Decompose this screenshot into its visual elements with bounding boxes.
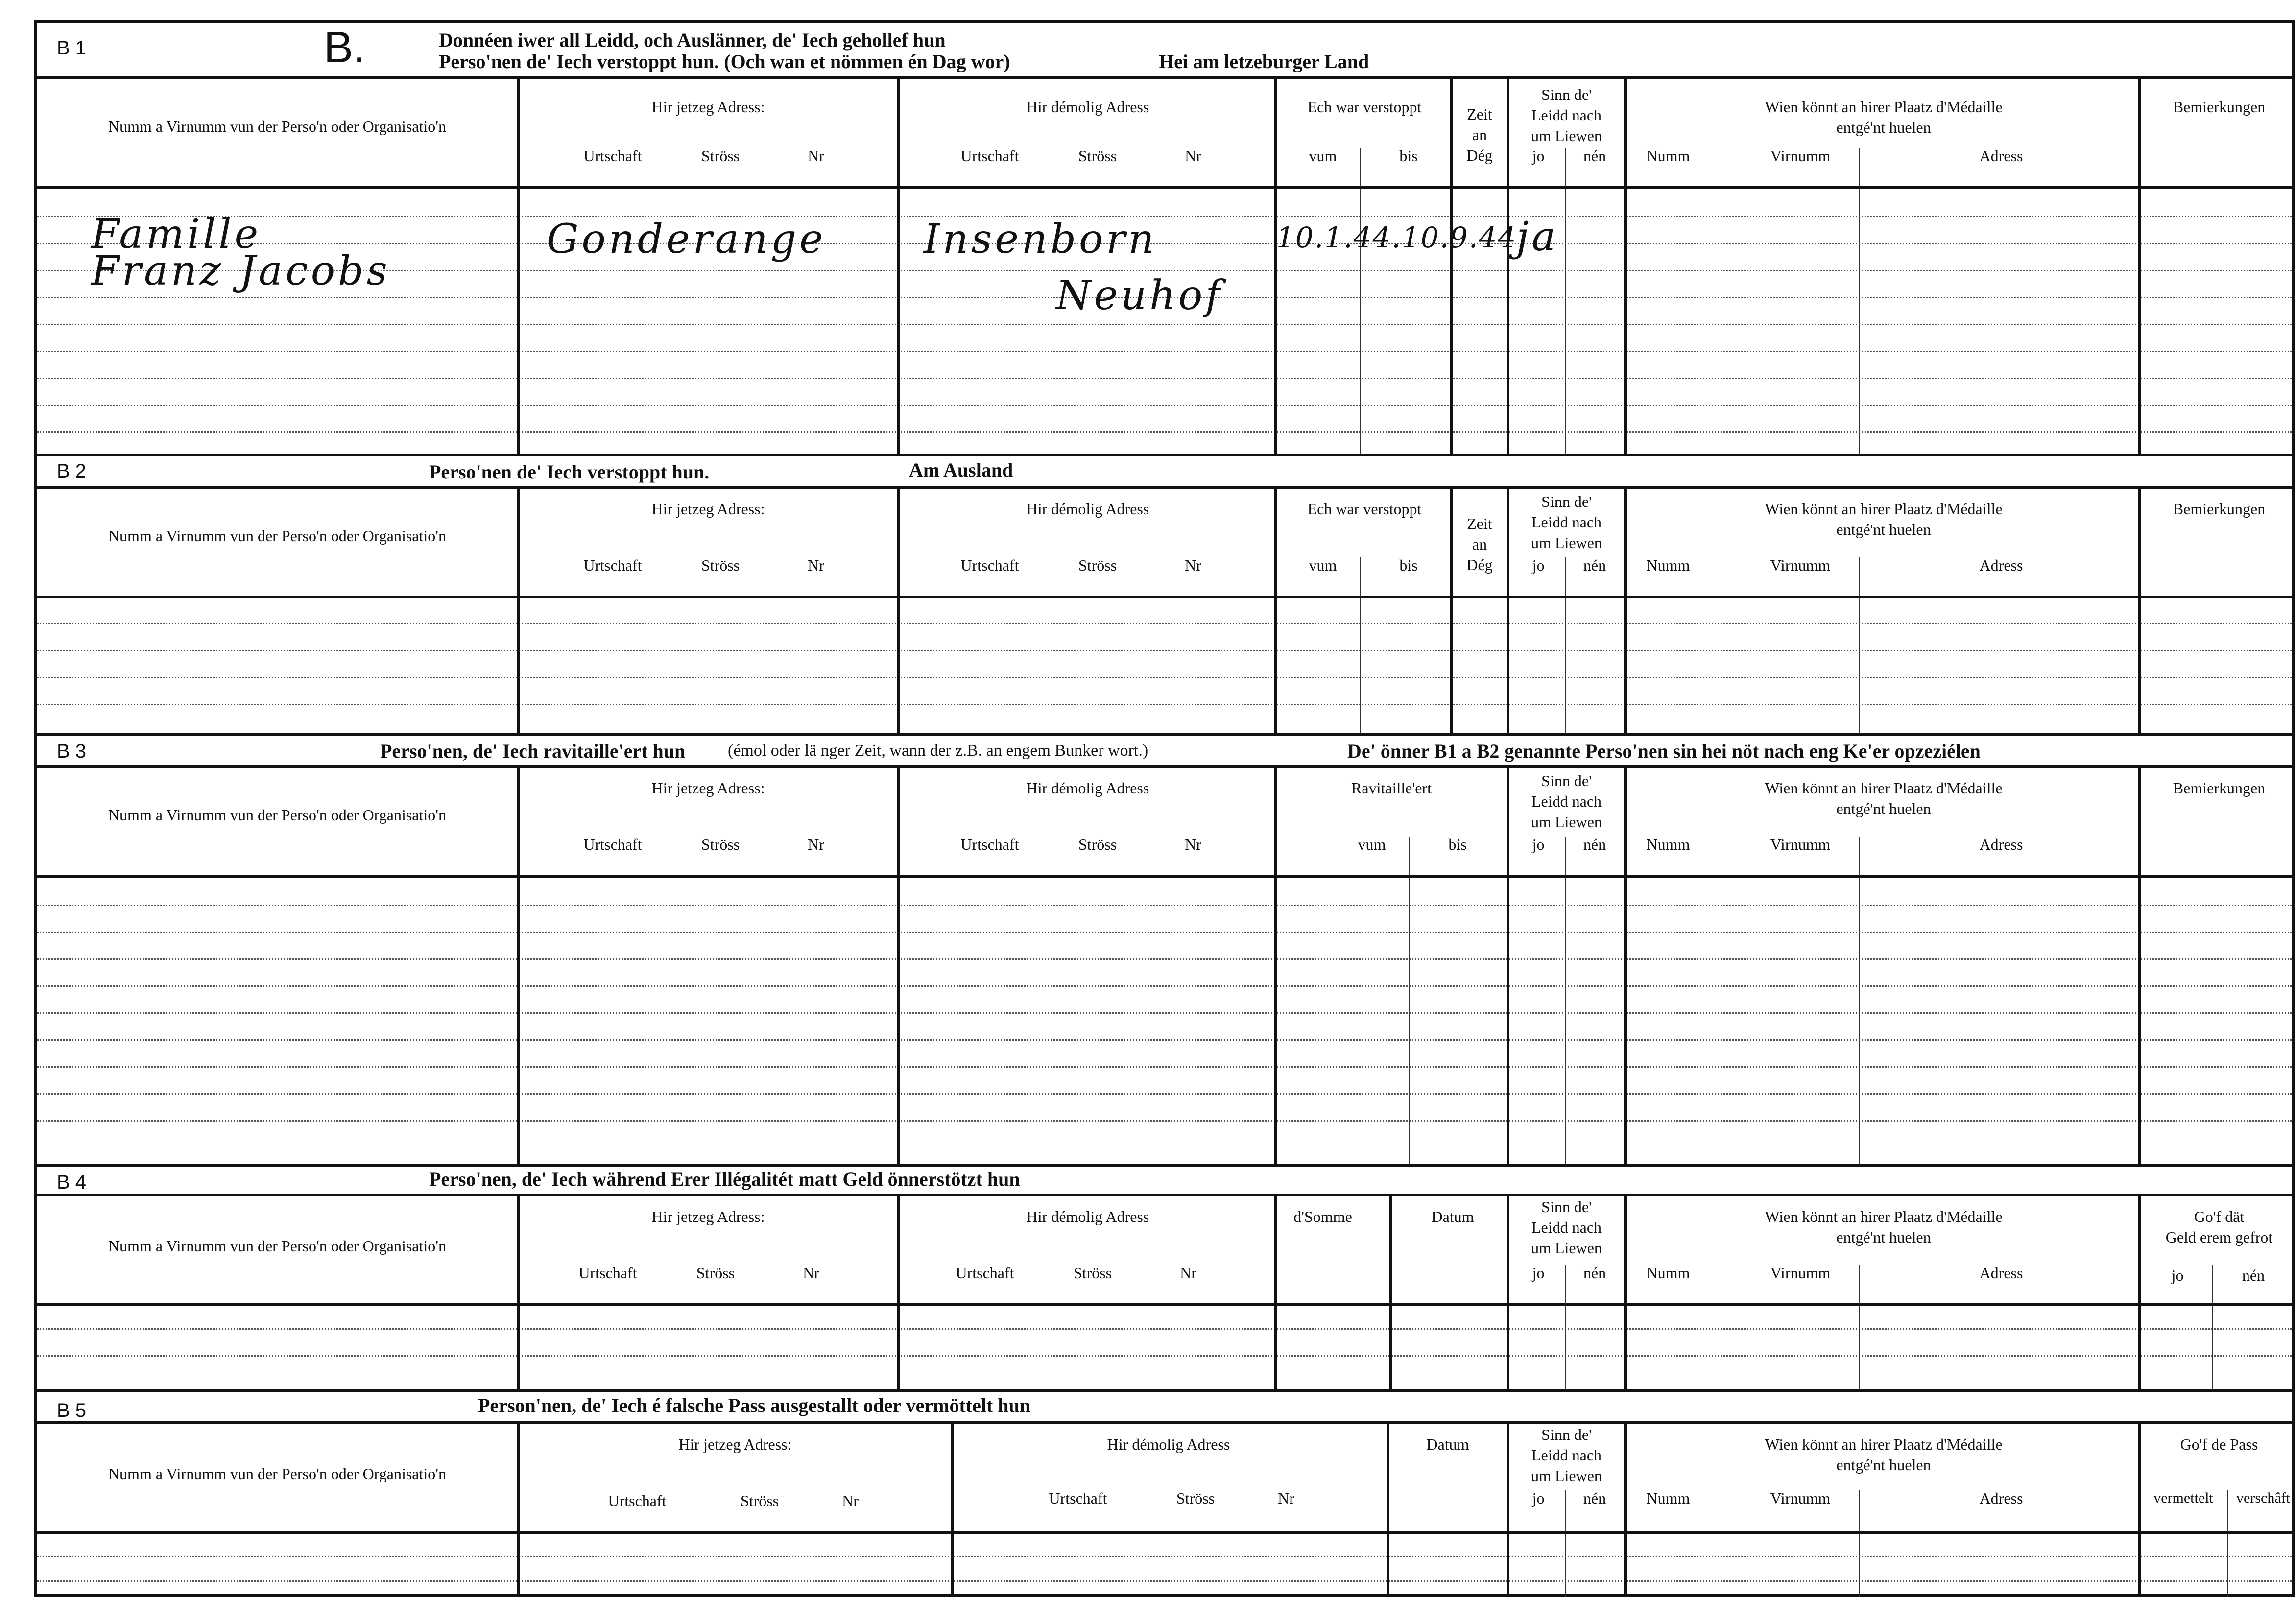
header-jo: jo <box>1532 147 1545 165</box>
header-name: Numm a Virnumm vun der Perso'n oder Organisatio'n <box>108 1237 447 1255</box>
column-divider <box>897 1194 900 1389</box>
divider <box>1859 837 1860 876</box>
header-adress: Adress <box>1979 147 2023 165</box>
header-former-address: Hir démolig Adress <box>1026 779 1149 797</box>
column-divider <box>1274 486 1277 733</box>
row-line <box>37 1556 2292 1557</box>
header-current-address: Hir jetzeg Adress: <box>651 779 765 797</box>
row-line <box>37 1355 2292 1357</box>
section-b2 <box>37 454 2292 733</box>
header-adress: Adress <box>1979 836 2023 853</box>
divider <box>1859 1306 1860 1389</box>
column-divider <box>1450 486 1453 733</box>
row-line <box>37 1328 2292 1330</box>
column-divider <box>1450 76 1453 454</box>
header-sinn-1: Sinn de' <box>1541 1426 1592 1443</box>
column-divider <box>897 76 900 454</box>
handwritten-current-town: Gonderange <box>547 216 826 263</box>
divider <box>1859 1490 1860 1532</box>
section-title-extra: Am Ausland <box>909 459 1013 481</box>
header-jo: jo <box>1532 836 1545 853</box>
column-divider <box>2138 486 2141 733</box>
divider <box>1859 598 1860 733</box>
header-adress: Adress <box>1979 556 2023 574</box>
row-line <box>37 958 2292 960</box>
row-line <box>37 216 2292 217</box>
header-nr: Nr <box>1185 556 1201 574</box>
header-sinn-1: Sinn de' <box>1541 493 1592 510</box>
section-code: B 1 <box>57 37 87 59</box>
row-line <box>37 1039 2292 1041</box>
header-remarks: Bemierkungen <box>2173 500 2266 518</box>
form-sheet <box>34 20 2295 1597</box>
header-vum: vum <box>1358 836 1386 853</box>
header-medal-2: entgé'nt huelen <box>1836 521 1931 538</box>
section-title-extra: De' önner B1 a B2 genannte Perso'nen sin hei nöt nach eng Ke'er opzeziélen <box>1347 740 1981 762</box>
row-line <box>37 1012 2292 1014</box>
header-medal-1: Wien könnt an hirer Plaatz d'Médaille <box>1765 1208 2003 1225</box>
header-jo: jo <box>2171 1267 2184 1284</box>
column-divider <box>1274 1194 1277 1389</box>
row-line <box>37 351 2292 352</box>
header-vermettelt: vermettelt <box>2153 1490 2213 1506</box>
header-urtschaft: Urtschaft <box>960 147 1019 165</box>
section-title: Person'nen, de' Iech é falsche Pass ausgestallt oder vermöttelt hun <box>478 1394 1031 1416</box>
column-divider <box>1507 1194 1509 1389</box>
row-line <box>37 324 2292 325</box>
header-repaid-2: Geld erem gefrot <box>2165 1228 2273 1246</box>
divider <box>1565 1534 1566 1597</box>
header-row <box>37 76 2292 189</box>
header-nen: nén <box>1583 836 1606 853</box>
row-line <box>37 985 2292 987</box>
header-nen: nén <box>1583 556 1606 574</box>
header-zeit: Zeit <box>1467 105 1492 123</box>
header-deg: Dég <box>1466 556 1493 574</box>
header-numm: Numm <box>1646 1489 1690 1507</box>
column-divider <box>1624 486 1627 733</box>
header-sinn-2: Leidd nach <box>1531 106 1602 124</box>
header-former-address: Hir démolig Adress <box>1026 1208 1149 1225</box>
header-vum: vum <box>1309 147 1337 165</box>
header-sinn-3: um Liewen <box>1531 1467 1602 1484</box>
divider <box>1565 1265 1566 1304</box>
header-nr: Nr <box>842 1492 859 1509</box>
column-divider <box>897 765 900 1164</box>
header-sinn-2: Leidd nach <box>1531 513 1602 531</box>
header-stross: Ströss <box>1078 556 1117 574</box>
section-b5 <box>37 1389 2292 1597</box>
header-stross: Ströss <box>1176 1489 1215 1507</box>
divider <box>1409 837 1410 876</box>
row-line <box>37 932 2292 933</box>
header-bis: bis <box>1399 556 1418 574</box>
header-adress: Adress <box>1979 1264 2023 1282</box>
row-line <box>37 677 2292 678</box>
header-datum: Datum <box>1431 1208 1474 1225</box>
column-divider <box>1507 486 1509 733</box>
handwritten-alive: ja <box>1516 214 1559 260</box>
header-sinn-3: um Liewen <box>1531 1239 1602 1257</box>
header-numm: Numm <box>1646 147 1690 165</box>
header-row <box>37 765 2292 878</box>
header-row <box>37 1194 2292 1306</box>
column-divider <box>1389 1194 1392 1389</box>
header-name: Numm a Virnumm vun der Perso'n oder Organisatio'n <box>108 806 447 824</box>
header-jo: jo <box>1532 556 1545 574</box>
section-b4 <box>37 1164 2292 1389</box>
row-line <box>37 704 2292 705</box>
row-line <box>37 650 2292 651</box>
header-an: an <box>1472 535 1487 553</box>
handwritten-former-town: Insenborn <box>924 216 1157 263</box>
header-jo: jo <box>1532 1264 1545 1282</box>
header-medal-2: entgé'nt huelen <box>1836 1228 1931 1246</box>
header-former-address: Hir démolig Adress <box>1107 1435 1230 1453</box>
column-divider <box>517 76 520 454</box>
header-stross: Ströss <box>696 1264 735 1282</box>
divider <box>1565 878 1566 1164</box>
header-hidden: Ech war verstoppt <box>1307 500 1422 518</box>
column-divider <box>517 1194 520 1389</box>
header-somme: d'Somme <box>1293 1208 1352 1225</box>
header-nen: nén <box>1583 1489 1606 1507</box>
header-current-address: Hir jetzeg Adress: <box>651 500 765 518</box>
header-sinn-3: um Liewen <box>1531 534 1602 551</box>
header-nr: Nr <box>808 836 824 853</box>
divider <box>1360 598 1361 733</box>
header-sinn-3: um Liewen <box>1531 813 1602 831</box>
header-name: Numm a Virnumm vun der Perso'n oder Organisatio'n <box>108 1465 447 1482</box>
header-name: Numm a Virnumm vun der Perso'n oder Organisatio'n <box>108 118 447 135</box>
header-deg: Dég <box>1466 146 1493 164</box>
header-nen: nén <box>1583 1264 1606 1282</box>
column-divider <box>1624 1194 1627 1389</box>
divider <box>1859 1265 1860 1304</box>
header-numm: Numm <box>1646 1264 1690 1282</box>
form-letter: B. <box>324 23 366 72</box>
header-pass: Go'f de Pass <box>2180 1435 2258 1453</box>
row-line <box>37 405 2292 406</box>
header-stross: Ströss <box>701 147 740 165</box>
column-divider <box>1624 1421 1627 1597</box>
header-bis: bis <box>1399 147 1418 165</box>
divider <box>1565 1490 1566 1532</box>
column-divider <box>517 486 520 733</box>
column-divider <box>1387 1421 1389 1597</box>
header-sinn-2: Leidd nach <box>1531 1219 1602 1236</box>
section-title: Perso'nen, de' Iech während Erer Illégalitét matt Geld önnerstötzt hun <box>429 1168 1020 1190</box>
divider <box>2212 1265 2213 1304</box>
header-sinn-1: Sinn de' <box>1541 1198 1592 1216</box>
section-b1 <box>37 23 2292 454</box>
section-code: B 2 <box>57 460 87 482</box>
header-numm: Numm <box>1646 556 1690 574</box>
section-title-note: (émol oder lä nger Zeit, wann der z.B. an engem Bunker wort.) <box>728 741 1148 760</box>
section-b3 <box>37 733 2292 1164</box>
header-nr: Nr <box>808 147 824 165</box>
column-divider <box>2138 765 2141 1164</box>
divider <box>1859 557 1860 597</box>
header-repaid-1: Go'f dät <box>2194 1208 2245 1225</box>
column-divider <box>1507 76 1509 454</box>
section-title-line1: Donnéen iwer all Leidd, och Auslänner, de' Iech gehollef hun <box>439 29 946 51</box>
header-nr: Nr <box>1180 1264 1196 1282</box>
header-urtschaft: Urtschaft <box>608 1492 667 1509</box>
header-stross: Ströss <box>1078 836 1117 853</box>
row-line <box>37 623 2292 624</box>
section-code: B 4 <box>57 1172 87 1193</box>
header-medal-1: Wien könnt an hirer Plaatz d'Médaille <box>1765 1435 2003 1453</box>
divider <box>1360 148 1361 187</box>
header-current-address: Hir jetzeg Adress: <box>651 98 765 116</box>
section-title: Perso'nen de' Iech verstoppt hun. <box>429 461 710 483</box>
handwritten-former-street: Neuhof <box>1056 272 1223 319</box>
header-nr: Nr <box>1185 836 1201 853</box>
column-divider <box>897 486 900 733</box>
header-sinn-2: Leidd nach <box>1531 792 1602 810</box>
header-nr: Nr <box>1185 147 1201 165</box>
divider <box>1565 189 1566 454</box>
header-urtschaft: Urtschaft <box>960 836 1019 853</box>
column-divider <box>2138 76 2141 454</box>
header-jo: jo <box>1532 1489 1545 1507</box>
header-remarks: Bemierkungen <box>2173 779 2266 797</box>
header-nen: nén <box>1583 147 1606 165</box>
header-row <box>37 1421 2292 1534</box>
header-an: an <box>1472 126 1487 143</box>
handwritten-period: 10.1.44.10.9.44. <box>1276 221 1527 254</box>
header-stross: Ströss <box>701 556 740 574</box>
row-line <box>37 905 2292 906</box>
header-name: Numm a Virnumm vun der Perso'n oder Organisatio'n <box>108 527 447 545</box>
header-virnumm: Virnumm <box>1770 836 1831 853</box>
column-divider <box>1624 765 1627 1164</box>
row-line <box>37 431 2292 433</box>
column-divider <box>1274 765 1277 1164</box>
column-divider <box>517 765 520 1164</box>
column-divider <box>1507 765 1509 1164</box>
header-urtschaft: Urtschaft <box>956 1264 1014 1282</box>
column-divider <box>1507 1421 1509 1597</box>
header-nen: nén <box>2242 1267 2265 1284</box>
header-stross: Ströss <box>1073 1264 1112 1282</box>
row-line <box>37 1066 2292 1068</box>
divider <box>1859 878 1860 1164</box>
column-divider <box>2138 1421 2141 1597</box>
header-zeit: Zeit <box>1467 515 1492 532</box>
divider <box>2227 1534 2228 1597</box>
header-urtschaft: Urtschaft <box>960 556 1019 574</box>
section-title-line2: Perso'nen de' Iech verstoppt hun. (Och wan et nömmen én Dag wor) <box>439 50 1010 72</box>
divider <box>2212 1306 2213 1389</box>
divider <box>1859 148 1860 187</box>
header-verschaft: verschâft <box>2236 1490 2290 1506</box>
header-sinn-2: Leidd nach <box>1531 1446 1602 1464</box>
handwritten-name-line2: Franz Jacobs <box>91 248 390 294</box>
row-line <box>37 1120 2292 1122</box>
header-adress: Adress <box>1979 1489 2023 1507</box>
header-hidden: Ech war verstoppt <box>1307 98 1422 116</box>
section-title-extra: Hei am letzeburger Land <box>1159 50 1369 72</box>
header-stross: Ströss <box>740 1492 779 1509</box>
divider <box>1409 878 1410 1164</box>
header-medal-1: Wien könnt an hirer Plaatz d'Médaille <box>1765 779 2003 797</box>
column-divider <box>517 1421 520 1597</box>
header-sinn-1: Sinn de' <box>1541 772 1592 789</box>
header-bis: bis <box>1448 836 1467 853</box>
header-urtschaft: Urtschaft <box>583 836 642 853</box>
section-code: B 3 <box>57 741 87 762</box>
header-nr: Nr <box>808 556 824 574</box>
header-supplied: Ravitaille'ert <box>1351 779 1432 797</box>
header-medal-1: Wien könnt an hirer Plaatz d'Médaille <box>1765 500 2003 518</box>
header-virnumm: Virnumm <box>1770 1264 1831 1282</box>
header-numm: Numm <box>1646 836 1690 853</box>
header-urtschaft: Urtschaft <box>578 1264 637 1282</box>
column-divider <box>1624 76 1627 454</box>
row-line <box>37 378 2292 379</box>
divider <box>1859 189 1860 454</box>
header-datum: Datum <box>1426 1435 1469 1453</box>
divider <box>1565 148 1566 187</box>
header-medal-2: entgé'nt huelen <box>1836 1456 1931 1474</box>
section-code: B 5 <box>57 1400 87 1421</box>
handwritten-name-line1: Famille <box>91 211 262 258</box>
header-nr: Nr <box>1278 1489 1294 1507</box>
header-current-address: Hir jetzeg Adress: <box>678 1435 792 1453</box>
section-title: Perso'nen, de' Iech ravitaille'ert hun <box>380 740 686 762</box>
divider <box>2227 1490 2228 1532</box>
header-former-address: Hir démolig Adress <box>1026 500 1149 518</box>
column-divider <box>951 1421 954 1597</box>
header-virnumm: Virnumm <box>1770 147 1831 165</box>
row-line <box>37 243 2292 244</box>
divider <box>1565 598 1566 733</box>
divider <box>1565 837 1566 876</box>
header-former-address: Hir démolig Adress <box>1026 98 1149 116</box>
divider <box>1565 1306 1566 1389</box>
header-urtschaft: Urtschaft <box>583 147 642 165</box>
header-medal-1: Wien könnt an hirer Plaatz d'Médaille <box>1765 98 2003 116</box>
header-sinn-1: Sinn de' <box>1541 86 1592 103</box>
column-divider <box>2138 1194 2141 1389</box>
header-virnumm: Virnumm <box>1770 556 1831 574</box>
header-urtschaft: Urtschaft <box>583 556 642 574</box>
header-remarks: Bemierkungen <box>2173 98 2266 116</box>
header-sinn-3: um Liewen <box>1531 127 1602 144</box>
header-medal-2: entgé'nt huelen <box>1836 119 1931 136</box>
row-line <box>37 1093 2292 1095</box>
header-urtschaft: Urtschaft <box>1049 1489 1107 1507</box>
header-nr: Nr <box>803 1264 819 1282</box>
divider <box>1360 557 1361 597</box>
row-line <box>37 1580 2292 1582</box>
header-virnumm: Virnumm <box>1770 1489 1831 1507</box>
header-stross: Ströss <box>701 836 740 853</box>
header-current-address: Hir jetzeg Adress: <box>651 1208 765 1225</box>
divider <box>1859 1534 1860 1597</box>
header-medal-2: entgé'nt huelen <box>1836 800 1931 817</box>
divider <box>1565 557 1566 597</box>
header-row <box>37 486 2292 598</box>
header-vum: vum <box>1309 556 1337 574</box>
column-divider <box>1274 76 1277 454</box>
header-stross: Ströss <box>1078 147 1117 165</box>
